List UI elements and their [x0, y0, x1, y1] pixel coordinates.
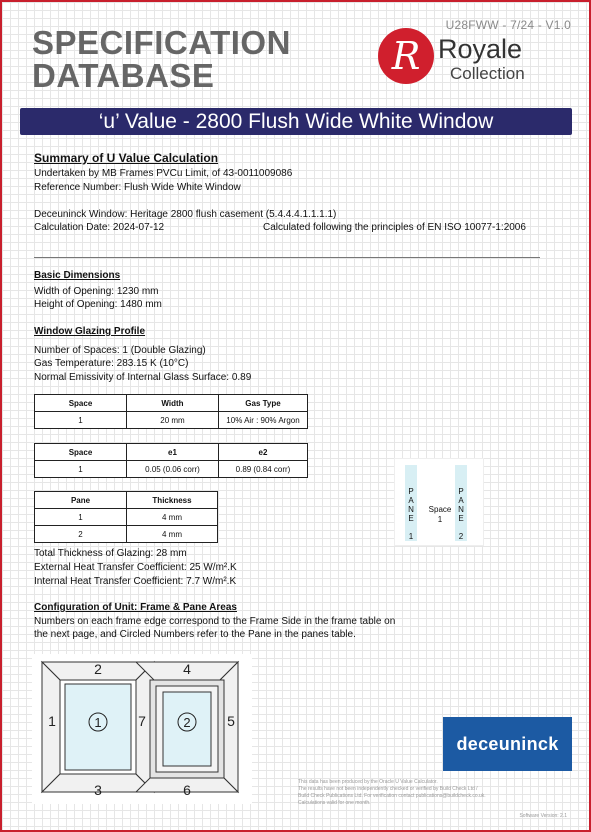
external-coefficient: External Heat Transfer Coefficient: 25 W/m².K	[34, 562, 237, 573]
disclaimer-line: This data has been produced by the Oracle U Value Calculator.	[298, 779, 438, 785]
cell-thickness: 4 mm	[127, 509, 218, 526]
pane-1-letter: A	[408, 496, 414, 505]
col-header-space: Space	[35, 444, 127, 461]
pane-label-1: 1	[94, 715, 102, 730]
pane-1-number: 1	[408, 532, 414, 541]
pane-label-2: 2	[183, 715, 191, 730]
configuration-heading: Configuration of Unit: Frame & Pane Areas	[34, 602, 237, 613]
brand-name: Royale	[438, 34, 523, 64]
undertaken-by: Undertaken by MB Frames PVCu Limit, of 43-0011009086	[34, 168, 293, 179]
opening-width: Width of Opening: 1230 mm	[34, 286, 159, 297]
col-header-e1: e1	[127, 444, 219, 461]
table-row	[35, 509, 218, 526]
reference-number: Reference Number: Flush Wide White Window	[34, 182, 241, 193]
cell-space: 1	[35, 412, 127, 429]
col-header-width: Width	[127, 395, 219, 412]
frame-label-7: 7	[138, 713, 146, 729]
software-version: Software Version: 2.1	[519, 813, 567, 819]
frame-label-3: 3	[94, 782, 102, 798]
col-header-e2: e2	[219, 444, 308, 461]
frame-configuration-diagram	[32, 654, 252, 804]
brand-letter: R	[391, 34, 421, 78]
standard-note: Calculated following the principles of EN ISO 10077-1:2006	[263, 222, 526, 233]
table-row	[35, 461, 308, 478]
frame-label-2: 2	[94, 661, 102, 677]
pane-1-letter: P	[408, 487, 414, 496]
pane-1-label	[405, 487, 417, 541]
emissivity-table	[34, 443, 308, 478]
frame-label-4: 4	[183, 661, 191, 677]
glazing-heading: Window Glazing Profile	[34, 326, 146, 337]
pane-2-letter: N	[458, 505, 464, 514]
pane-2-letter: P	[458, 487, 464, 496]
configuration-line-1: Numbers on each frame edge correspond to the Frame Side in the frame table on	[34, 616, 396, 627]
opening-height: Height of Opening: 1480 mm	[34, 299, 162, 310]
page-title	[32, 26, 291, 92]
glass-emissivity: Normal Emissivity of Internal Glass Surface: 0.89	[34, 372, 252, 383]
pane-1-gap	[405, 523, 417, 532]
pane-1-letter: E	[408, 514, 414, 523]
space-label	[423, 505, 457, 525]
col-header-pane: Pane	[35, 492, 127, 509]
col-header-thickness: Thickness	[127, 492, 218, 509]
pane-2-letter: A	[458, 496, 464, 505]
cell-e1: 0.05 (0.06 corr)	[127, 461, 219, 478]
disclaimer-line: Build Check Publications Ltd. For verification contact publications@buildcheck.co.uk.	[298, 793, 486, 799]
cell-space: 1	[35, 461, 127, 478]
number-of-spaces: Number of Spaces: 1 (Double Glazing)	[34, 345, 206, 356]
royale-collection-logo	[378, 28, 568, 90]
col-header-space: Space	[35, 395, 127, 412]
pane-thickness-table	[34, 491, 218, 543]
title-line-2: DATABASE	[32, 57, 215, 94]
brand-subtitle: Collection	[450, 64, 525, 83]
pane-2-letter: E	[458, 514, 464, 523]
deceuninck-logo: deceuninck	[443, 717, 572, 771]
space-width-table	[34, 394, 308, 429]
table-row	[35, 526, 218, 543]
divider	[34, 257, 540, 258]
dimensions-heading: Basic Dimensions	[34, 270, 121, 281]
disclaimer	[298, 779, 572, 807]
space-word: Space	[428, 505, 452, 514]
cell-width: 20 mm	[127, 412, 219, 429]
cell-e2: 0.89 (0.84 corr)	[219, 461, 308, 478]
internal-coefficient: Internal Heat Transfer Coefficient: 7.7 W/m².K	[34, 576, 237, 587]
configuration-line-2: the next page, and Circled Numbers refer to the Pane in the panes table.	[34, 629, 356, 640]
disclaimer-line: Calculations valid for one month.	[298, 800, 371, 806]
cell-thickness: 4 mm	[127, 526, 218, 543]
space-number: 1	[437, 515, 443, 524]
frame-label-5: 5	[227, 713, 235, 729]
col-header-gas-type: Gas Type	[219, 395, 308, 412]
title-banner: ‘u’ Value - 2800 Flush Wide White Window	[20, 108, 572, 135]
table-row	[35, 412, 308, 429]
cell-pane: 1	[35, 509, 127, 526]
disclaimer-line: The results have not been independently checked or verified by Build Check Ltd /	[298, 786, 478, 792]
document-reference: U28FWW - 7/24 - V1.0	[445, 18, 571, 32]
summary-heading: Summary of U Value Calculation	[34, 151, 219, 165]
cell-gas-type: 10% Air : 90% Argon	[219, 412, 308, 429]
window-description: Deceuninck Window: Heritage 2800 flush casement (5.4.4.4.1.1.1.1)	[34, 209, 337, 220]
frame-label-6: 6	[183, 782, 191, 798]
title-line-1: SPECIFICATION	[32, 24, 291, 61]
calculation-date: Calculation Date: 2024-07-12	[34, 222, 165, 233]
glazing-space-diagram	[394, 458, 484, 546]
cell-pane: 2	[35, 526, 127, 543]
gas-temperature: Gas Temperature: 283.15 K (10°C)	[34, 358, 189, 369]
pane-2-number: 2	[458, 532, 464, 541]
frame-label-1: 1	[48, 713, 56, 729]
total-thickness: Total Thickness of Glazing: 28 mm	[34, 548, 187, 559]
pane-1-letter: N	[408, 505, 414, 514]
